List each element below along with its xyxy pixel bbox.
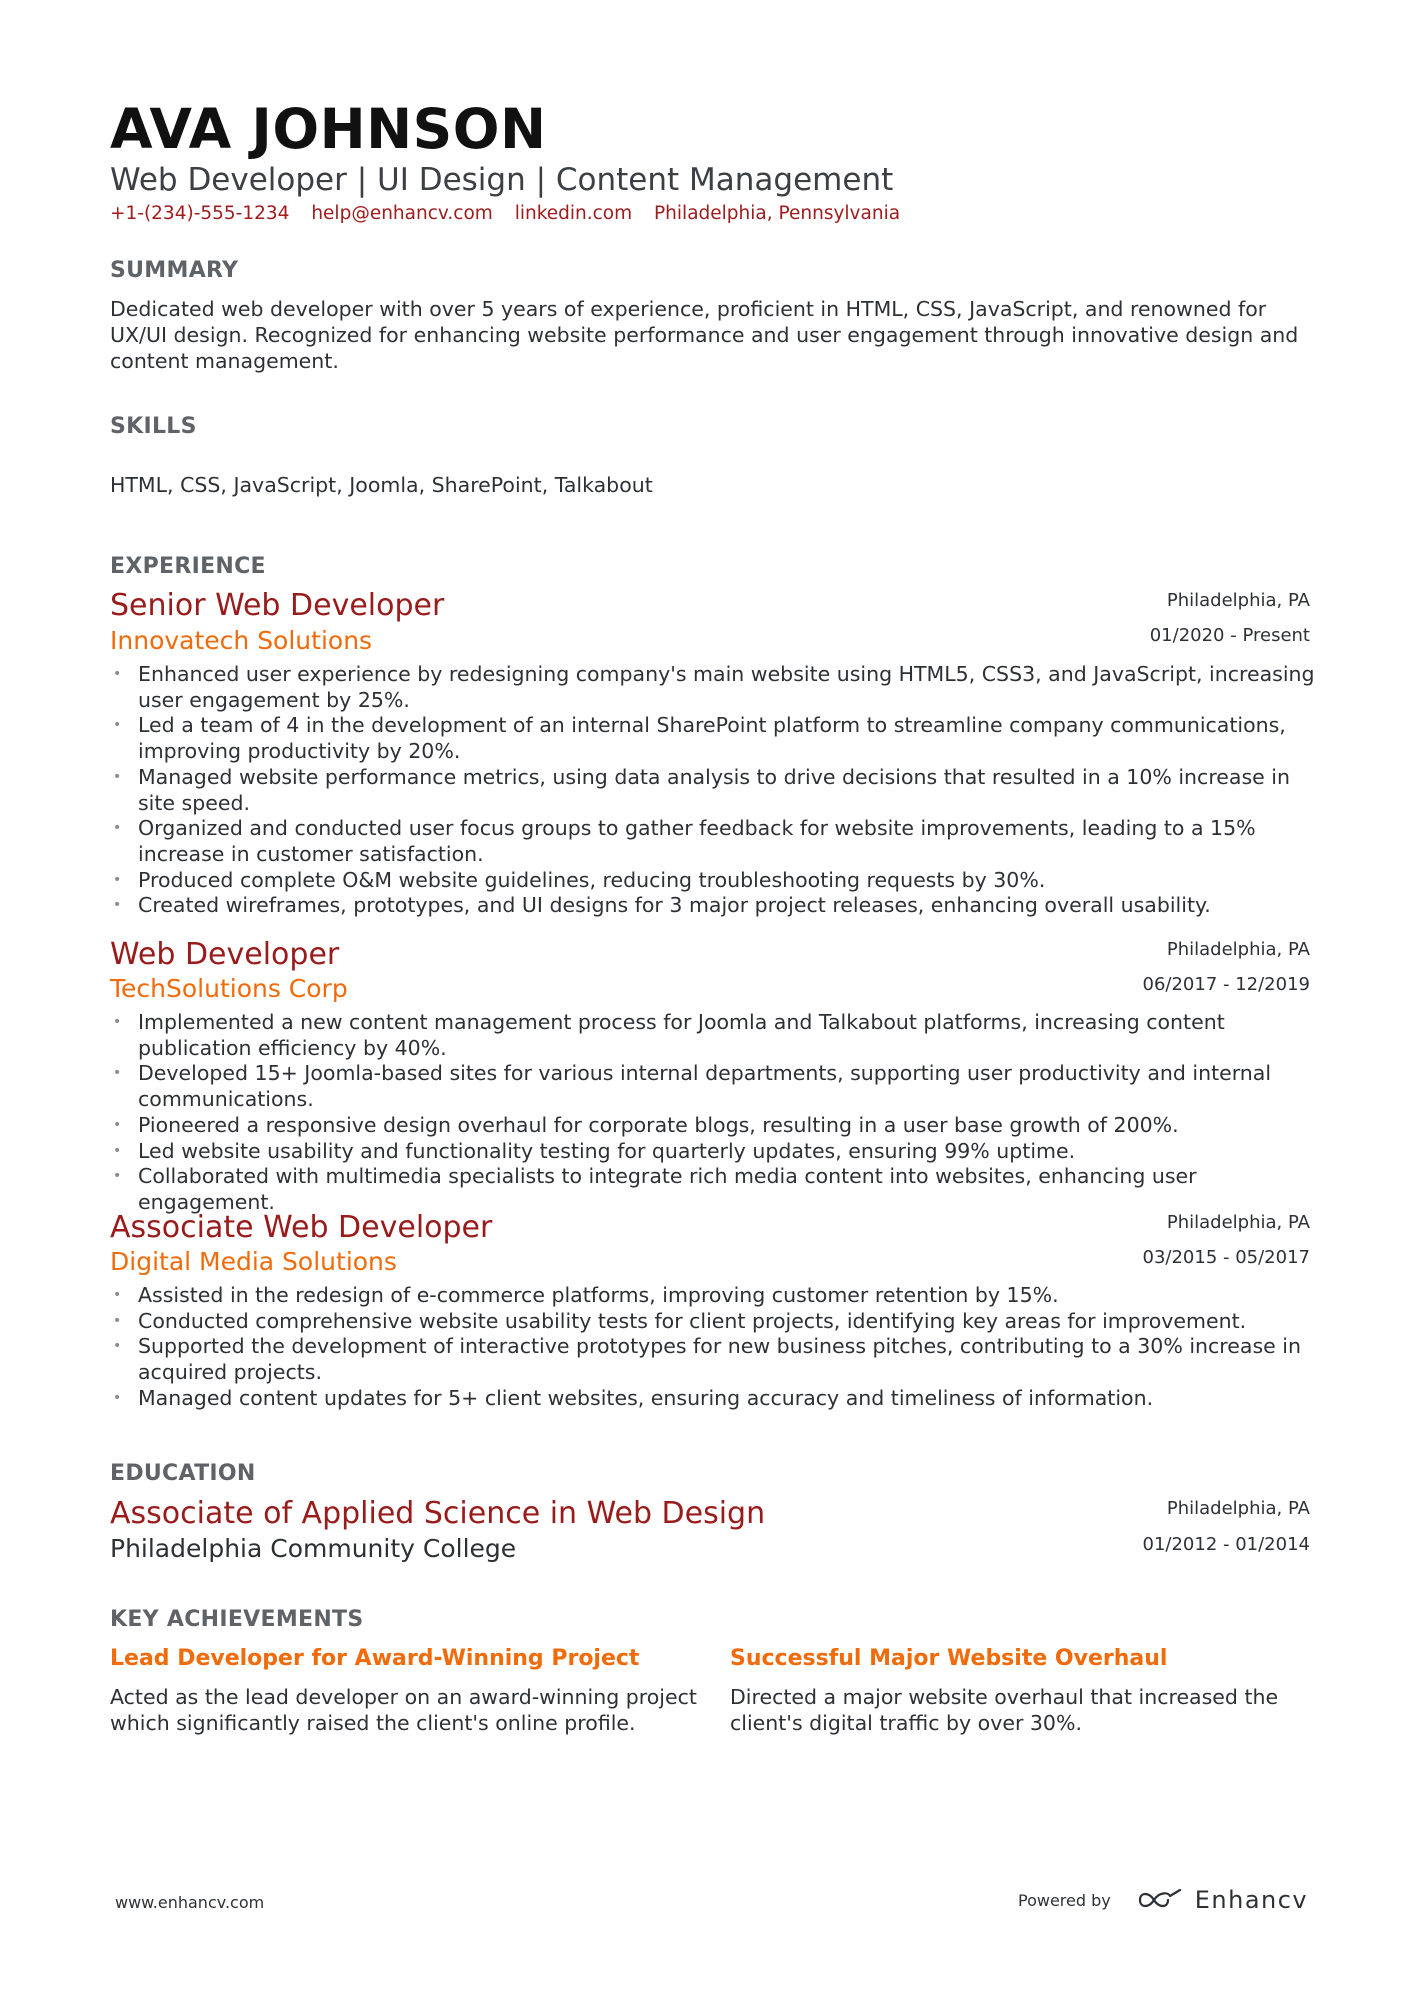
bullet-dot-icon: • [113, 717, 122, 734]
list-item [110, 816, 1325, 867]
bullet-dot-icon: • [113, 897, 122, 914]
job-bullets [110, 662, 1325, 919]
bullet-text: Led a team of 4 in the development of an internal SharePoint platform to streamline company communications, improving productivity by 20%. [138, 713, 1286, 764]
headline: Web Developer | UI Design | Content Management [110, 162, 894, 198]
list-item [110, 868, 1325, 894]
job-dates: 03/2015 - 05/2017 [1142, 1247, 1310, 1268]
list-item [110, 1061, 1325, 1112]
summary-text: Dedicated web developer with over 5 years of experience, proficient in HTML, CSS, JavaScript, and renowned for UX/UI design. Recognized for enhancing website performance and user engagement through innovative design and content management. [110, 297, 1299, 373]
brand-name: Enhancv [1194, 1886, 1309, 1914]
achievement-title: Successful Major Website Overhaul [730, 1646, 1168, 1671]
skills-text: HTML, CSS, JavaScript, Joomla, SharePoint, Talkabout [110, 473, 653, 497]
job-location: Philadelphia, PA [1166, 590, 1310, 611]
summary-heading: SUMMARY [110, 258, 239, 283]
bullet-text: Collaborated with multimedia specialists to integrate rich media content into websites, enhancing user engagement. [138, 1164, 1197, 1214]
bullet-dot-icon: • [113, 820, 122, 837]
bullet-text: Enhanced user experience by redesigning company's main website using HTML5, CSS3, and JavaScript, increasing user engagement by 25%. [138, 662, 1315, 712]
phone-link[interactable]: +1-(234)-555-1234 [110, 203, 290, 224]
bullet-dot-icon: • [113, 1312, 122, 1329]
bullet-text: Conducted comprehensive website usability tests for client projects, identifying key areas for improvement. [138, 1308, 1247, 1333]
list-item [110, 765, 1325, 816]
job-title: Associate Web Developer [110, 1210, 493, 1245]
list-item [110, 1010, 1325, 1061]
job-title: Senior Web Developer [110, 588, 445, 623]
bullet-dot-icon: • [113, 1287, 122, 1303]
footer-branding [1018, 1882, 1308, 1918]
bullet-text: Implemented a new content management process for Joomla and Talkabout platforms, increasing content publication efficiency by 40%. [138, 1010, 1225, 1060]
list-item [110, 893, 1325, 919]
education-dates: 01/2012 - 01/2014 [1142, 1534, 1310, 1555]
experience-heading: EXPERIENCE [110, 554, 266, 579]
bullet-dot-icon: • [113, 1116, 122, 1133]
list-item [110, 1309, 1325, 1335]
bullet-dot-icon: • [113, 1168, 122, 1185]
bullet-dot-icon: • [113, 1338, 122, 1355]
job-dates: 06/2017 - 12/2019 [1142, 974, 1310, 995]
enhancv-logo-icon [1137, 1887, 1183, 1913]
list-item [110, 1386, 1325, 1412]
degree-title: Associate of Applied Science in Web Design [110, 1496, 766, 1531]
bullet-text: Produced complete O&M website guidelines, reducing troubleshooting requests by 30%. [138, 867, 1046, 892]
list-item [110, 1334, 1325, 1385]
achievement-description: Acted as the lead developer on an award-winning project which significantly raised the client's online profile. [110, 1685, 697, 1735]
bullet-text: Organized and conducted user focus groups to gather feedback for website improvements, leading to a 15% increase in customer satisfaction. [138, 816, 1256, 866]
school-name: Philadelphia Community College [110, 1534, 517, 1563]
bullet-dot-icon: • [113, 1014, 122, 1030]
bullet-text: Pioneered a responsive design overhaul for corporate blogs, resulting in a user base growth of 200%. [138, 1112, 1179, 1137]
list-item [110, 1113, 1325, 1139]
job-title: Web Developer [110, 937, 340, 972]
powered-by-text: Powered by [1018, 1890, 1111, 1910]
bullet-text: Supported the development of interactive prototypes for new business pitches, contributing to a 30% increase in acquired projects. [138, 1334, 1301, 1385]
contact-row [110, 201, 916, 227]
bullet-dot-icon: • [113, 666, 122, 682]
linkedin-link[interactable]: linkedin.com [514, 203, 633, 224]
list-item [110, 713, 1325, 764]
achievements-heading: KEY ACHIEVEMENTS [110, 1607, 364, 1632]
location-text: Philadelphia, Pennsylvania [654, 203, 901, 224]
bullet-dot-icon: • [113, 1142, 122, 1159]
job-location: Philadelphia, PA [1166, 1212, 1310, 1233]
achievement-description: Directed a major website overhaul that increased the client's digital traffic by over 30%. [730, 1685, 1279, 1735]
education-heading: EDUCATION [110, 1461, 256, 1486]
bullet-dot-icon: • [113, 768, 122, 785]
list-item [110, 1139, 1325, 1165]
bullet-text: Led website usability and functionality testing for quarterly updates, ensuring 99% uptime. [138, 1138, 1076, 1163]
bullet-dot-icon: • [113, 1065, 122, 1082]
achievement-title: Lead Developer for Award-Winning Project [110, 1646, 640, 1671]
bullet-text: Assisted in the redesign of e-commerce platforms, improving customer retention by 15%. [138, 1283, 1059, 1307]
job-dates: 01/2020 - Present [1149, 625, 1310, 646]
job-bullets [110, 1283, 1325, 1412]
job-location: Philadelphia, PA [1166, 939, 1310, 960]
email-link[interactable]: help@enhancv.com [311, 203, 493, 224]
bullet-dot-icon: • [113, 1389, 122, 1406]
list-item [110, 1283, 1325, 1309]
education-location: Philadelphia, PA [1166, 1498, 1310, 1519]
list-item [110, 1164, 1325, 1215]
footer-website-link[interactable]: www.enhancv.com [115, 1893, 265, 1912]
candidate-name: AVA JOHNSON [110, 97, 547, 161]
job-company: Digital Media Solutions [110, 1247, 397, 1276]
bullet-dot-icon: • [113, 871, 122, 888]
job-company: Innovatech Solutions [110, 626, 373, 655]
skills-heading: SKILLS [110, 414, 197, 439]
bullet-text: Created wireframes, prototypes, and UI designs for 3 major project releases, enhancing overall usability. [138, 893, 1211, 918]
bullet-text: Developed 15+ Joomla-based sites for various internal departments, supporting user productivity and internal communications. [138, 1061, 1272, 1112]
job-bullets [110, 1010, 1325, 1216]
bullet-text: Managed content updates for 5+ client websites, ensuring accuracy and timeliness of information. [138, 1385, 1154, 1410]
bullet-text: Managed website performance metrics, using data analysis to drive decisions that resulted in a 10% increase in site speed. [138, 764, 1290, 815]
job-company: TechSolutions Corp [110, 974, 348, 1003]
list-item [110, 662, 1325, 713]
